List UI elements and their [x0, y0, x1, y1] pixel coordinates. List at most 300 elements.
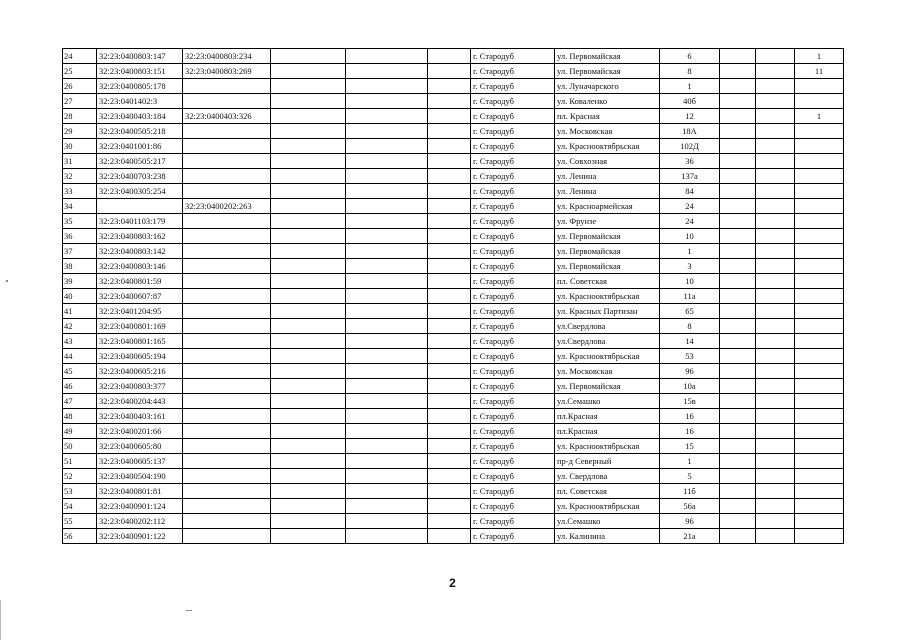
- cell: [346, 94, 428, 109]
- cell: [346, 169, 428, 184]
- cell: [271, 379, 346, 394]
- cell: [428, 139, 471, 154]
- cadastral-number: [97, 199, 183, 214]
- count: [795, 94, 844, 109]
- city: г. Стародуб: [471, 94, 555, 109]
- cell: [428, 304, 471, 319]
- cadastral-number: 32:23:0400803:151: [97, 64, 183, 79]
- city: г. Стародуб: [471, 514, 555, 529]
- house-number: 96: [660, 364, 720, 379]
- count: [795, 139, 844, 154]
- count: [795, 214, 844, 229]
- city: г. Стародуб: [471, 349, 555, 364]
- cell: [720, 229, 756, 244]
- cell: [756, 274, 795, 289]
- cell: [271, 424, 346, 439]
- city: г. Стародуб: [471, 184, 555, 199]
- cadastral-number: 32:23:0400803:377: [97, 379, 183, 394]
- cell: [346, 499, 428, 514]
- cadastral-number: 32:23:0400805:178: [97, 79, 183, 94]
- cell: [271, 124, 346, 139]
- city: г. Стародуб: [471, 499, 555, 514]
- cell: [346, 154, 428, 169]
- count: [795, 184, 844, 199]
- cadastral-number-2: [183, 304, 271, 319]
- cell: [346, 409, 428, 424]
- cell: [346, 139, 428, 154]
- table-row: [63, 499, 844, 514]
- cell: [428, 499, 471, 514]
- cadastral-number: 32:23:0400505:218: [97, 124, 183, 139]
- cell: [271, 394, 346, 409]
- cell: [756, 349, 795, 364]
- city: г. Стародуб: [471, 154, 555, 169]
- cadastral-number-2: [183, 289, 271, 304]
- table-row: [63, 184, 844, 199]
- table-row: [63, 409, 844, 424]
- cell: [756, 124, 795, 139]
- row-number: 33: [63, 184, 97, 199]
- cell: [428, 49, 471, 64]
- city: г. Стародуб: [471, 169, 555, 184]
- count: [795, 394, 844, 409]
- cadastral-number-2: 32:23:0400202:263: [183, 199, 271, 214]
- cell: [720, 289, 756, 304]
- city: г. Стародуб: [471, 64, 555, 79]
- street: ул. Краснооктябрьская: [555, 439, 660, 454]
- cell: [346, 514, 428, 529]
- cell: [428, 214, 471, 229]
- cell: [346, 334, 428, 349]
- cell: [271, 199, 346, 214]
- house-number: 56а: [660, 499, 720, 514]
- row-number: 24: [63, 49, 97, 64]
- table-row: [63, 394, 844, 409]
- row-number: 30: [63, 139, 97, 154]
- cell: [346, 424, 428, 439]
- house-number: 96: [660, 514, 720, 529]
- house-number: 12: [660, 109, 720, 124]
- cell: [756, 529, 795, 544]
- table-row: [63, 259, 844, 274]
- cadastral-number-2: [183, 94, 271, 109]
- street: ул. Калинина: [555, 529, 660, 544]
- street: ул. Красных Партизан: [555, 304, 660, 319]
- row-number: 52: [63, 469, 97, 484]
- cadastral-number: 32:23:0400201:66: [97, 424, 183, 439]
- cell: [428, 124, 471, 139]
- house-number: 15: [660, 439, 720, 454]
- house-number: 40б: [660, 94, 720, 109]
- scan-speck: [186, 610, 192, 611]
- city: г. Стародуб: [471, 259, 555, 274]
- city: г. Стародуб: [471, 214, 555, 229]
- house-number: 102Д: [660, 139, 720, 154]
- cadastral-number-2: [183, 514, 271, 529]
- cadastral-number-2: [183, 259, 271, 274]
- cell: [756, 214, 795, 229]
- house-number: 53: [660, 349, 720, 364]
- street: ул. Фрунзе: [555, 214, 660, 229]
- cell: [720, 259, 756, 274]
- cadastral-number-2: [183, 244, 271, 259]
- count: [795, 484, 844, 499]
- cell: [428, 64, 471, 79]
- count: [795, 304, 844, 319]
- house-number: 1: [660, 79, 720, 94]
- cadastral-number: 32:23:0400803:162: [97, 229, 183, 244]
- cadastral-number-2: 32:23:0400403:326: [183, 109, 271, 124]
- city: г. Стародуб: [471, 109, 555, 124]
- cell: [271, 514, 346, 529]
- cell: [271, 319, 346, 334]
- cell: [346, 124, 428, 139]
- row-number: 31: [63, 154, 97, 169]
- cell: [720, 139, 756, 154]
- cell: [271, 499, 346, 514]
- cadastral-number-2: [183, 184, 271, 199]
- cadastral-number-2: [183, 439, 271, 454]
- city: г. Стародуб: [471, 319, 555, 334]
- count: [795, 439, 844, 454]
- city: г. Стародуб: [471, 364, 555, 379]
- house-number: 36: [660, 154, 720, 169]
- cell: [428, 169, 471, 184]
- cell: [756, 334, 795, 349]
- street: ул.Семашко: [555, 394, 660, 409]
- street: ул. Краснооктябрьская: [555, 499, 660, 514]
- cell: [271, 439, 346, 454]
- cell: [346, 199, 428, 214]
- cell: [271, 289, 346, 304]
- street: ул. Свердлова: [555, 469, 660, 484]
- cadastral-number: 32:23:0400605:137: [97, 454, 183, 469]
- cell: [428, 379, 471, 394]
- count: [795, 424, 844, 439]
- page-number: 2: [449, 576, 456, 590]
- cell: [720, 469, 756, 484]
- street: ул. Совхозная: [555, 154, 660, 169]
- cell: [720, 154, 756, 169]
- house-number: 24: [660, 199, 720, 214]
- cell: [428, 469, 471, 484]
- cadastral-number: 32:23:0400505:217: [97, 154, 183, 169]
- cell: [428, 274, 471, 289]
- cell: [271, 469, 346, 484]
- cell: [756, 379, 795, 394]
- cadastral-number-2: [183, 319, 271, 334]
- street: ул. Красноармейская: [555, 199, 660, 214]
- street: ул.Свердлова: [555, 319, 660, 334]
- city: г. Стародуб: [471, 304, 555, 319]
- cell: [271, 229, 346, 244]
- cell: [271, 274, 346, 289]
- city: г. Стародуб: [471, 529, 555, 544]
- cadastral-number-2: [183, 454, 271, 469]
- cell: [756, 424, 795, 439]
- count: [795, 499, 844, 514]
- cell: [720, 409, 756, 424]
- row-number: 32: [63, 169, 97, 184]
- house-number: 15в: [660, 394, 720, 409]
- cell: [346, 529, 428, 544]
- cadastral-number: 32:23:0400607:87: [97, 289, 183, 304]
- count: [795, 409, 844, 424]
- count: 11: [795, 64, 844, 79]
- registry-rows: [63, 49, 844, 544]
- cadastral-number-2: [183, 394, 271, 409]
- row-number: 50: [63, 439, 97, 454]
- cell: [756, 394, 795, 409]
- cell: [720, 214, 756, 229]
- table-row: [63, 469, 844, 484]
- city: г. Стародуб: [471, 409, 555, 424]
- cadastral-number: 32:23:0400403:161: [97, 409, 183, 424]
- cell: [428, 364, 471, 379]
- cadastral-number: 32:23:0400305:254: [97, 184, 183, 199]
- cell: [756, 94, 795, 109]
- cell: [271, 334, 346, 349]
- cell: [720, 94, 756, 109]
- count: [795, 364, 844, 379]
- cadastral-number-2: [183, 214, 271, 229]
- table-row: [63, 484, 844, 499]
- row-number: 49: [63, 424, 97, 439]
- table-row: [63, 49, 844, 64]
- row-number: 41: [63, 304, 97, 319]
- table-row: [63, 199, 844, 214]
- table-row: [63, 529, 844, 544]
- row-number: 44: [63, 349, 97, 364]
- city: г. Стародуб: [471, 484, 555, 499]
- table-row: [63, 94, 844, 109]
- table-row: [63, 334, 844, 349]
- cell: [346, 454, 428, 469]
- cell: [756, 469, 795, 484]
- row-number: 37: [63, 244, 97, 259]
- cell: [428, 79, 471, 94]
- cadastral-number-2: [183, 154, 271, 169]
- cadastral-number: 32:23:0400605:216: [97, 364, 183, 379]
- row-number: 43: [63, 334, 97, 349]
- cell: [756, 199, 795, 214]
- table-row: [63, 154, 844, 169]
- row-number: 40: [63, 289, 97, 304]
- cell: [720, 79, 756, 94]
- cell: [756, 319, 795, 334]
- cell: [720, 274, 756, 289]
- street: пл. Советская: [555, 274, 660, 289]
- house-number: 1: [660, 454, 720, 469]
- cell: [720, 199, 756, 214]
- table-row: [63, 349, 844, 364]
- street: пл. Советская: [555, 484, 660, 499]
- street: ул. Первомайская: [555, 49, 660, 64]
- house-number: 84: [660, 184, 720, 199]
- cadastral-number-2: [183, 484, 271, 499]
- cell: [346, 214, 428, 229]
- street: ул. Первомайская: [555, 379, 660, 394]
- cadastral-number: 32:23:0400801:169: [97, 319, 183, 334]
- cadastral-number-2: 32:23:0400803:269: [183, 64, 271, 79]
- cell: [271, 154, 346, 169]
- cell: [720, 334, 756, 349]
- street: ул.Свердлова: [555, 334, 660, 349]
- cell: [428, 409, 471, 424]
- city: г. Стародуб: [471, 199, 555, 214]
- table-row: [63, 319, 844, 334]
- count: [795, 229, 844, 244]
- table-row: [63, 424, 844, 439]
- city: г. Стародуб: [471, 394, 555, 409]
- cadastral-number-2: [183, 529, 271, 544]
- cell: [756, 439, 795, 454]
- house-number: 10: [660, 274, 720, 289]
- cell: [756, 184, 795, 199]
- table-row: [63, 274, 844, 289]
- cell: [756, 514, 795, 529]
- house-number: 11а: [660, 289, 720, 304]
- city: г. Стародуб: [471, 124, 555, 139]
- city: г. Стародуб: [471, 469, 555, 484]
- row-number: 46: [63, 379, 97, 394]
- cell: [271, 214, 346, 229]
- cadastral-number: 32:23:0400605:80: [97, 439, 183, 454]
- cadastral-number-2: [183, 79, 271, 94]
- cadastral-number-2: [183, 274, 271, 289]
- house-number: 24: [660, 214, 720, 229]
- house-number: 6: [660, 49, 720, 64]
- house-number: 65: [660, 304, 720, 319]
- street: пл.Красная: [555, 409, 660, 424]
- street: ул. Краснооктябрьская: [555, 289, 660, 304]
- cell: [346, 469, 428, 484]
- cell: [271, 349, 346, 364]
- count: 1: [795, 109, 844, 124]
- cadastral-number-2: [183, 409, 271, 424]
- cell: [720, 244, 756, 259]
- street: ул. Коваленко: [555, 94, 660, 109]
- scan-edge-line: [0, 600, 1, 640]
- row-number: 51: [63, 454, 97, 469]
- cell: [346, 109, 428, 124]
- house-number: 5: [660, 469, 720, 484]
- cell: [428, 484, 471, 499]
- cell: [271, 529, 346, 544]
- cadastral-number: 32:23:0401103:179: [97, 214, 183, 229]
- cadastral-number-2: [183, 424, 271, 439]
- cell: [756, 154, 795, 169]
- cell: [271, 454, 346, 469]
- cadastral-number: 32:23:0400403:184: [97, 109, 183, 124]
- cadastral-number: 32:23:0400504:190: [97, 469, 183, 484]
- cell: [428, 199, 471, 214]
- row-number: 36: [63, 229, 97, 244]
- street: ул. Московская: [555, 124, 660, 139]
- count: [795, 169, 844, 184]
- cell: [428, 424, 471, 439]
- table-row: [63, 364, 844, 379]
- row-number: 35: [63, 214, 97, 229]
- table-row: [63, 454, 844, 469]
- cell: [428, 454, 471, 469]
- count: [795, 454, 844, 469]
- count: [795, 259, 844, 274]
- table-row: [63, 124, 844, 139]
- street: ул. Первомайская: [555, 259, 660, 274]
- cadastral-number-2: [183, 334, 271, 349]
- cell: [271, 259, 346, 274]
- cell: [428, 259, 471, 274]
- cell: [428, 319, 471, 334]
- cadastral-number: 32:23:0400801:165: [97, 334, 183, 349]
- cell: [346, 79, 428, 94]
- cell: [756, 244, 795, 259]
- cell: [428, 289, 471, 304]
- cadastral-number-2: [183, 139, 271, 154]
- cell: [346, 394, 428, 409]
- cell: [720, 304, 756, 319]
- cell: [720, 499, 756, 514]
- house-number: 8: [660, 64, 720, 79]
- cadastral-number: 32:23:0401001:86: [97, 139, 183, 154]
- cell: [756, 454, 795, 469]
- row-number: 27: [63, 94, 97, 109]
- house-number: 3: [660, 259, 720, 274]
- street: ул. Краснооктябрьская: [555, 139, 660, 154]
- cell: [756, 259, 795, 274]
- house-number: 10: [660, 229, 720, 244]
- cell: [756, 409, 795, 424]
- cell: [428, 439, 471, 454]
- cell: [271, 94, 346, 109]
- cell: [720, 424, 756, 439]
- cadastral-number-2: 32:23:0400803:234: [183, 49, 271, 64]
- cell: [720, 364, 756, 379]
- cadastral-number: 32:23:0400801:59: [97, 274, 183, 289]
- count: [795, 79, 844, 94]
- cell: [346, 274, 428, 289]
- house-number: 10а: [660, 379, 720, 394]
- street: пл. Красная: [555, 109, 660, 124]
- cadastral-number: 32:23:0400605:194: [97, 349, 183, 364]
- cell: [346, 439, 428, 454]
- cell: [720, 529, 756, 544]
- cell: [720, 319, 756, 334]
- cell: [756, 289, 795, 304]
- cadastral-number: 32:23:0400801:81: [97, 484, 183, 499]
- cadastral-number-2: [183, 124, 271, 139]
- cell: [346, 184, 428, 199]
- cell: [271, 109, 346, 124]
- cadastral-number-2: [183, 379, 271, 394]
- city: г. Стародуб: [471, 244, 555, 259]
- street: ул.Семашко: [555, 514, 660, 529]
- street: ул. Ленина: [555, 184, 660, 199]
- cell: [756, 64, 795, 79]
- scan-speck: [6, 280, 8, 282]
- count: [795, 514, 844, 529]
- street: ул. Первомайская: [555, 64, 660, 79]
- table-row: [63, 244, 844, 259]
- cell: [428, 514, 471, 529]
- cadastral-number-2: [183, 499, 271, 514]
- street: ул. Ленина: [555, 169, 660, 184]
- row-number: 45: [63, 364, 97, 379]
- cadastral-number: 32:23:0400202:112: [97, 514, 183, 529]
- table-row: [63, 514, 844, 529]
- cell: [720, 379, 756, 394]
